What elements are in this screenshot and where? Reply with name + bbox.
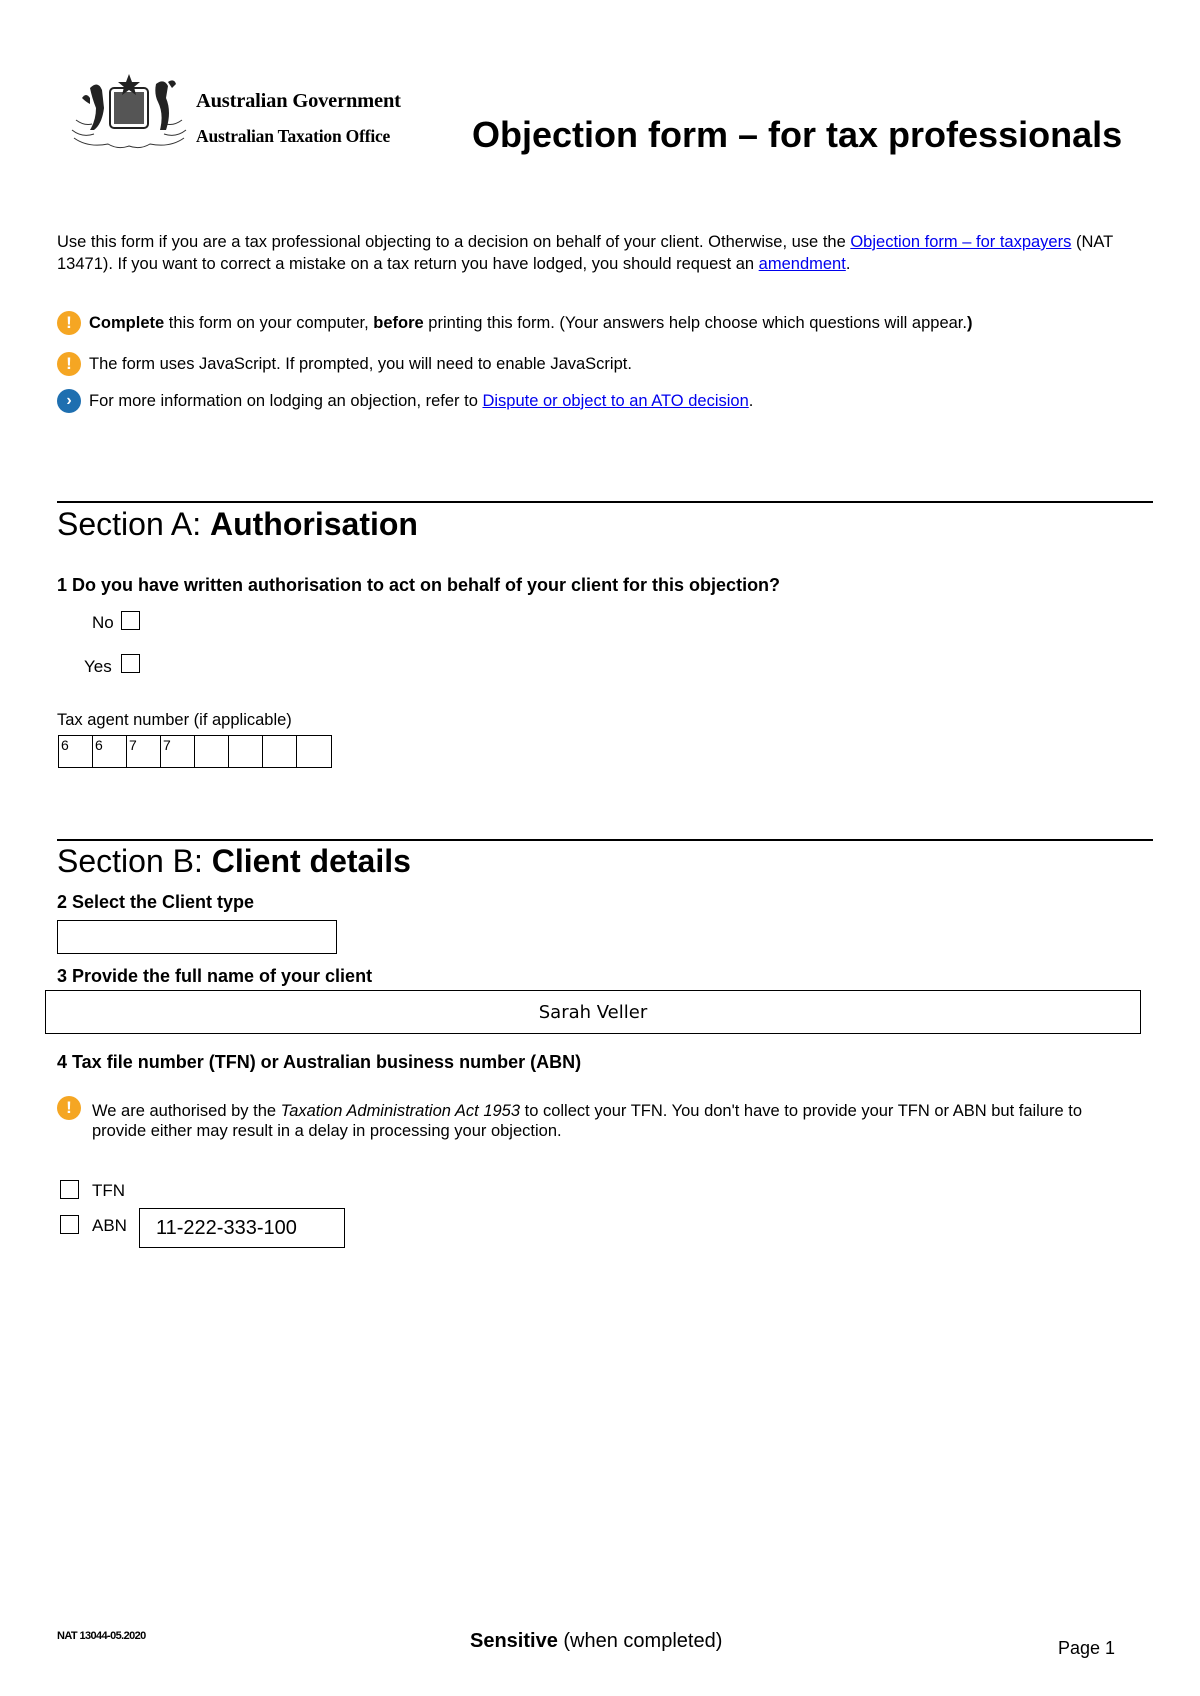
more-info-notice: [57, 389, 753, 413]
digit-box[interactable]: 6: [59, 736, 93, 767]
form-code: NAT 13044-05.2020: [57, 1630, 146, 1642]
option-yes-label: Yes: [84, 657, 112, 676]
warning-icon: !: [57, 311, 81, 335]
intro-text: Use this form if you are a tax professional objecting to a decision on behalf of your client. Otherwise, use the: [57, 233, 851, 251]
chevron-right-icon: ›: [57, 389, 81, 413]
section-a-heading: Section A: Authorisation: [57, 506, 418, 542]
abn-label: ABN: [92, 1216, 127, 1235]
abn-checkbox[interactable]: [60, 1215, 79, 1234]
intro-text: .: [845, 255, 851, 273]
question-3: 3 Provide the full name of your client: [57, 966, 373, 986]
intro-text: (NAT 13471). If you want to correct a mistake on a tax return you have lodged, you should request an: [57, 233, 1113, 273]
javascript-notice: [57, 352, 632, 376]
objection-form-taxpayers-link[interactable]: Objection form – for taxpayers: [850, 233, 1072, 251]
intro-paragraph: [57, 231, 1137, 275]
option-no-label: No: [92, 613, 114, 632]
client-name-input[interactable]: [45, 990, 1141, 1034]
tax-agent-number-label: Tax agent number (if applicable): [57, 711, 292, 729]
question-1: 1 Do you have written authorisation to act on behalf of your client for this objection?: [57, 575, 781, 595]
form-title: Objection form – for tax professionals: [472, 114, 1123, 155]
tax-agent-number-field[interactable]: [58, 735, 332, 768]
client-name-value: Sarah Veller: [538, 1001, 648, 1023]
warning-icon: !: [57, 352, 81, 376]
no-checkbox[interactable]: [121, 611, 140, 630]
digit-box[interactable]: [297, 736, 331, 767]
amendment-link[interactable]: amendment: [758, 255, 846, 273]
privacy-notice: We are authorised by the Taxation Administration Act 1953 to collect your TFN. You don't have to provide your TFN or ABN but failure to provide either may result in a delay in processing your objection.: [92, 1102, 1083, 1140]
abn-input[interactable]: 11-222-333-100: [139, 1208, 345, 1248]
digit-box[interactable]: 7: [161, 736, 195, 767]
section-divider: [57, 501, 1153, 503]
warning-icon: !: [57, 1096, 81, 1120]
notice-text: The form uses JavaScript. If prompted, you will need to enable JavaScript.: [89, 354, 632, 373]
section-b-heading: Section B: Client details: [57, 843, 411, 879]
digit-box[interactable]: 7: [127, 736, 161, 767]
tfn-label: TFN: [92, 1181, 126, 1200]
question-2: 2 Select the Client type: [57, 892, 255, 912]
page-number: Page 1: [1058, 1638, 1116, 1658]
coat-of-arms-logo: [68, 68, 190, 152]
office-name: Australian Taxation Office: [196, 126, 391, 146]
digit-box[interactable]: 6: [93, 736, 127, 767]
government-name: Australian Government: [196, 90, 401, 112]
notice-text: Complete this form on your computer, before printing this form. (Your answers help choose which questions will appear.): [89, 313, 973, 332]
digit-box[interactable]: [263, 736, 297, 767]
section-divider: [57, 839, 1153, 841]
sensitivity-label: Sensitive (when completed): [470, 1630, 723, 1652]
digit-box[interactable]: [195, 736, 229, 767]
client-type-select[interactable]: [57, 920, 337, 954]
tfn-checkbox[interactable]: [60, 1180, 79, 1199]
dispute-object-link[interactable]: Dispute or object to an ATO decision: [482, 391, 749, 410]
complete-notice: [57, 311, 972, 335]
question-4: 4 Tax file number (TFN) or Australian business number (ABN): [57, 1052, 582, 1072]
digit-box[interactable]: [229, 736, 263, 767]
yes-checkbox[interactable]: [121, 654, 140, 673]
notice-text: For more information on lodging an objection, refer to Dispute or object to an ATO decision.: [89, 391, 754, 410]
